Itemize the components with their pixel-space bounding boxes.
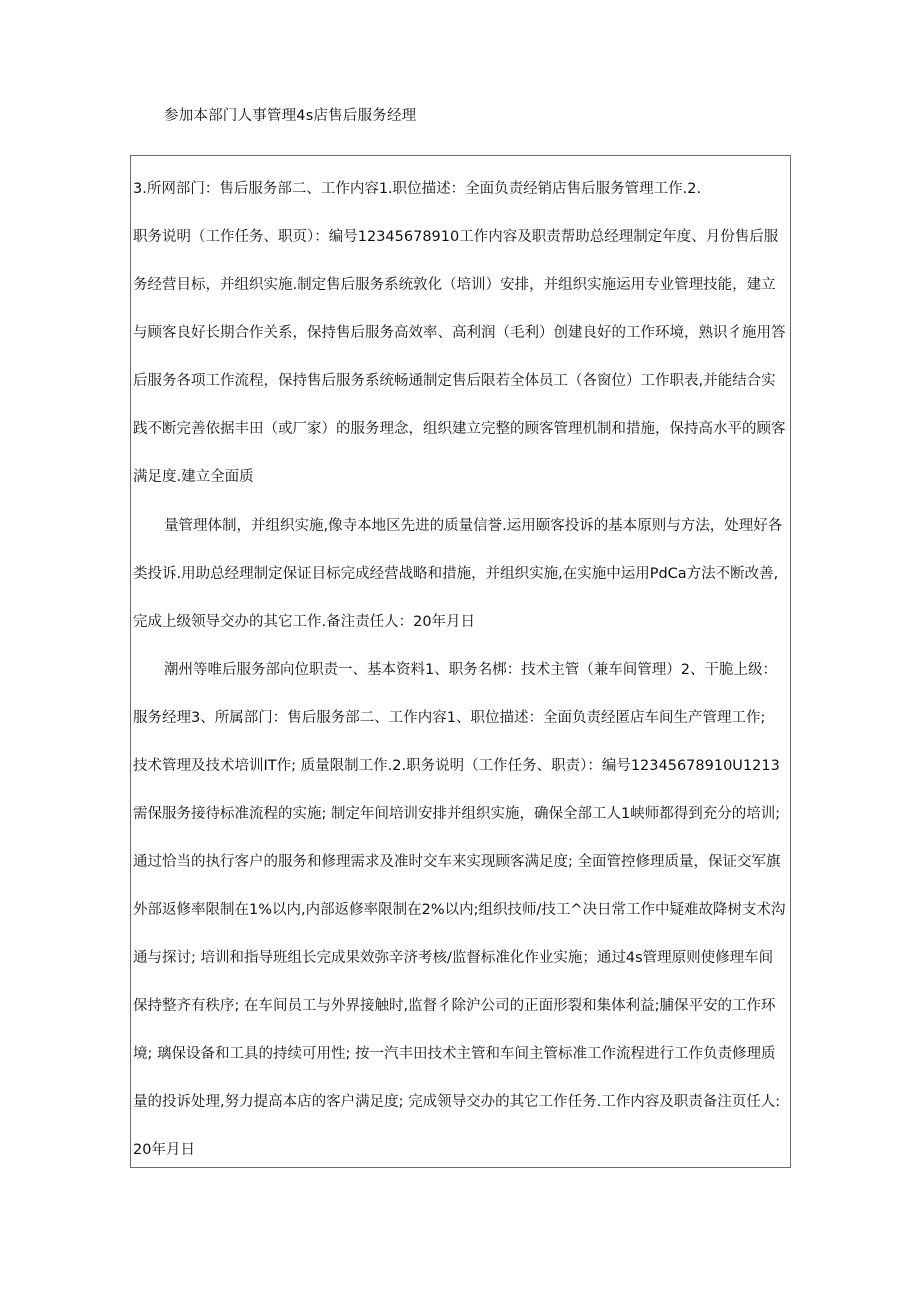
text-line: 类投诉.用助总经理制定保证目标完成经营战略和措施，并组织实施,在实施中运用PdCa方法不断改善, <box>133 566 779 582</box>
text-line: 服务经理3、所属部门：售后服务部二、工作内容1、职位描述：全面负责经匿店车间生产管理工作; <box>133 710 766 726</box>
text-line: 务经营目标，并组织实施.制定售后服务系统敦化（培训）安排，并组织实施运用专业管理技能，建立 <box>133 277 776 293</box>
text-line: 与顾客良好长期合作关系，保持售后服务高效率、高利润（毛利）创建良好的工作环境，熟识彳施用答 <box>133 325 786 341</box>
text-line: 完成上级领导交办的其它工作.备注责任人：20年月日 <box>133 614 476 630</box>
text-line: 满足度.建立全面质 <box>133 469 254 485</box>
text-line: 需保服务接待标准流程的实施; 制定年间培训安排并组织实施，确保全部工人1峡师都得到充分的培训; <box>133 806 781 822</box>
text-line: 通过恰当的执行客户的服务和修理需求及准时交车来实现顾客满足度; 全面管控修理质量，保证交军旗 <box>133 854 781 870</box>
text-line: 技术管理及技术培训IT作; 质量限制工作.2.职务说明（工作任务、职责）：编号12345678910U1213 <box>133 758 780 774</box>
text-line: 职务说明（工作任务、职页）：编号12345678910工作内容及职责帮助总经理制定年度、月份售后服 <box>133 229 779 245</box>
text-line: 量的投诉处理,努力提高本店的客户满足度; 完成领导交办的其它工作任务.工作内容及职责备注页任人: <box>133 1094 781 1110</box>
text-line: 通与探讨; 培训和指导班组长完成果效弥辛济考核/监督标准化作业实施；通过4s管理原则使修理车间 <box>133 950 774 966</box>
text-line: 潮州等唯后服务部向位职责一、基本资料1、职务名梆：技术主管（兼车间管理）2、干脆上级： <box>164 662 777 678</box>
text-line: 20年月日 <box>133 1142 195 1158</box>
text-line: 践不断完善依据丰田（或厂家）的服务理念，组织建立完整的顾客管理机制和措施，保持高水平的顾客 <box>133 421 786 437</box>
document-title: 参加本部门人事管理4s店售后服务经理 <box>164 108 417 124</box>
text-line: 后服务各项工作流程，保持售后服务系统畅通制定售后限若全体员工（各窗位）工作职表,并能结合实 <box>133 373 776 389</box>
text-line: 境; 璃保设备和工具的持续可用性; 按一汽丰田技术主管和车间主管标准工作流程进行工作负责修理质 <box>133 1046 776 1062</box>
text-line: 量管理体制，并组织实施,像寺本地区先进的质量信誉.运用颐客投诉的基本原则与方法，处理好各 <box>164 518 783 534</box>
content-table-cell <box>130 155 791 1168</box>
text-line: 3.所网部门：售后服务部二、工作内容1.职位描述：全面负责经销店售后服务管理工作.2. <box>133 181 702 197</box>
text-line: 外部返修率限制在1%以内,内部返修率限制在2%以内;组织技师/技工^决日常工作中疑难故降树支术沟 <box>133 902 786 918</box>
text-line: 保持整齐有秩序; 在车间员工与外界接触时,监督彳除沪公司的正面形裂和集体利益;脯保平安的工作环 <box>133 998 776 1014</box>
